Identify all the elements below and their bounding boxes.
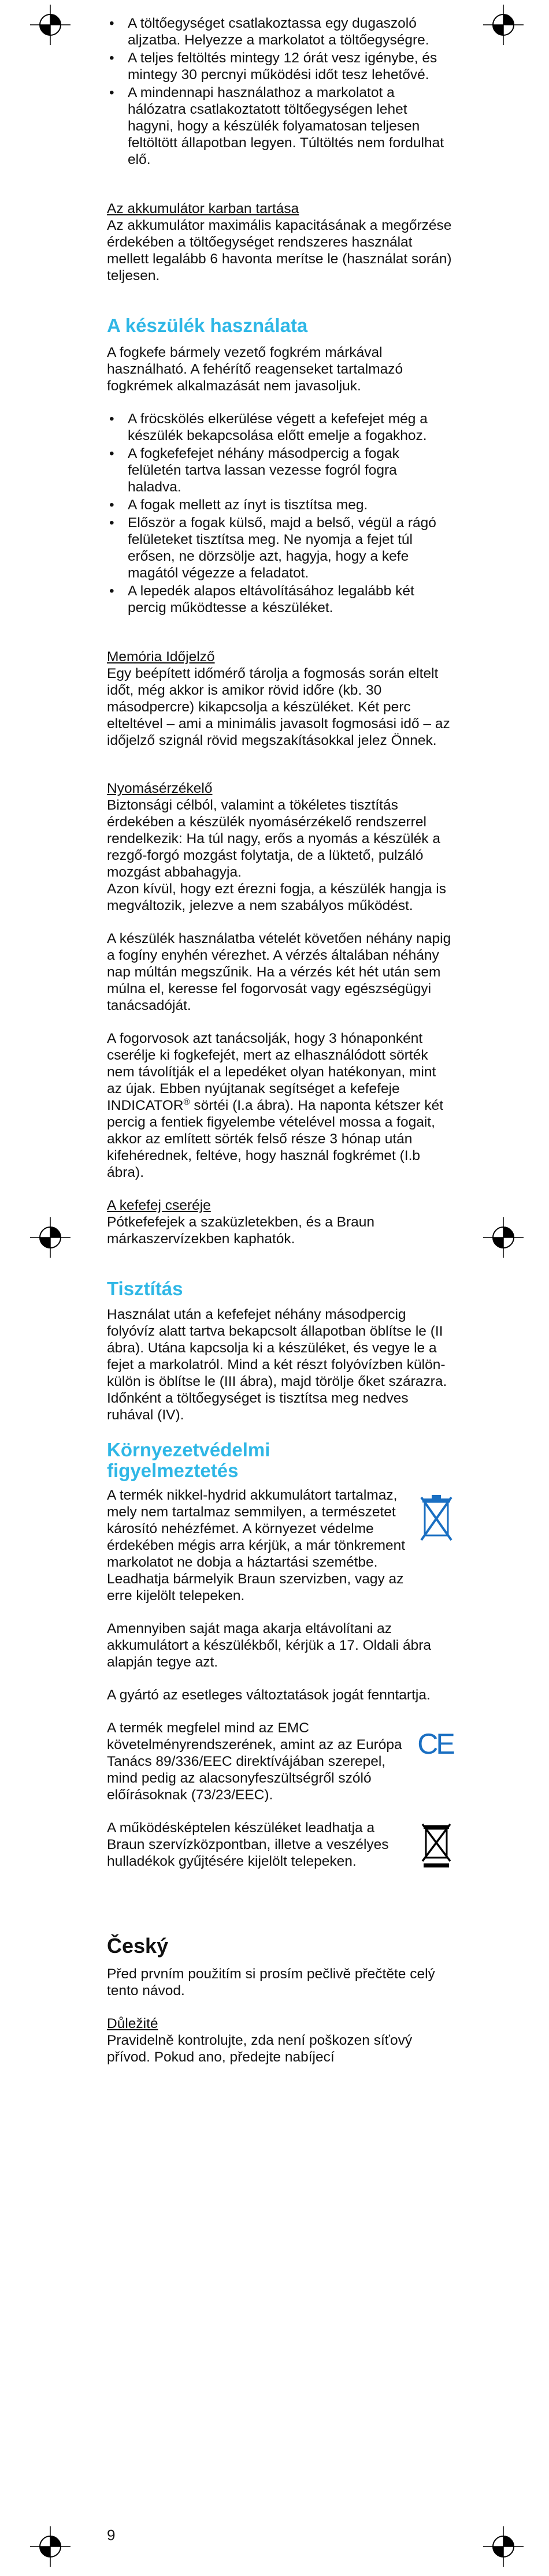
usage-heading: A készülék használata (107, 315, 308, 336)
registration-mark-icon (483, 2526, 524, 2567)
replace-subheading: A kefefej cseréje (107, 1198, 211, 1213)
czech-text: Pravidelně kontrolujte, zda není poškozen síťový přívod. Pokud ano, předejte nabíjecí (107, 2033, 413, 2065)
page-number: 9 (107, 2526, 116, 2544)
czech-subheading: Důležité (107, 2016, 158, 2031)
registration-mark-icon (483, 1217, 524, 1258)
gum-bleeding-text: A készülék használatba vételét követően néhány napig a fogíny enyhén vérezhet. A vérzés általában néhány nap múltán megszűnik. Ha a vérzés két hét után sem múlna el, keresse fel fogorvosát vagy egészségügyi tanácsadóját. (107, 931, 451, 1013)
crossed-bin-icon (419, 1492, 454, 1550)
usage-intro: A fogkefe bármely vezető fogkrém márkával használható. A fehérítő reagenseket tartalmazó fogkrémek alkalmazását nem javasoljuk. (107, 345, 403, 394)
replace-text: Pótkefefejek a szaküzletekben, és a Braun márkaszervízekben kaphatók. (107, 1214, 375, 1247)
ce-mark-icon: CE (417, 1728, 453, 1760)
list-item: • A fogak mellett az ínyt is tisztítsa meg. (107, 497, 454, 513)
disposal-block (107, 1820, 454, 1870)
dentist-advice-text: A fogorvosok azt tanácsolják, hogy 3 hónaponként cserélje ki fogkefejét, mert az elhasználódott sörték nem távolítják el a lepedéket olyan hatékonyan, mint az újak. Ebben nyújtanak segítséget a kefefeje INDICATOR® sörtéi (I.a ábra). Ha naponta kétszer két percig a fentiek figyelembe vételével mossa a fogait, akkor az említett sörték felső része 3 hónap után kifehérednek, feltéve, hogy használ fogkrémet (I.b ábra). (107, 1031, 444, 1180)
emc-block (107, 1720, 454, 1803)
environment-battery-block (107, 1487, 454, 1604)
emc-text: A termék megfelel mind az EMC követelményrendszerének, amint az az Európa Tanács 89/336/EEC direktívájában szerepel, mind pedig az alacsonyfeszültségről szóló előírásoknak (73/23/EEC). (107, 1720, 402, 1803)
intro-bullet-list (107, 15, 454, 168)
czech-intro: Před prvním použitím si prosím pečlivě přečtěte celý tento návod. (107, 1966, 435, 1999)
registration-mark-icon (30, 1217, 71, 1258)
cleaning-text: Használat után a kefefejet néhány másodpercig folyóvíz alatt tartva bekapcsolt állapotban öblítse le (II ábra). Utána kapcsolja ki a készüléket, és vegye le a fejet a markolatról. Mind a két részt folyóvízben külön-külön is öblítse le (III ábra), majd törölje őket szárazra. (107, 1307, 447, 1389)
list-item: • A fröcskölés elkerülése végett a kefefejet még a készülék bekapcsolása előtt emelje a fogakhoz. (107, 411, 454, 444)
registration-mark-icon (483, 5, 524, 45)
pressure-text: Biztonsági célból, valamint a tökéletes tisztítás érdekében a készülék nyomásérzékelő rendszerrel rendelkezik: Ha túl nagy, erős a nyomás a készülék a rezgő-forgó mozgást folytatja, de a lüktető, pulzáló mozgást abbahagyja. (107, 797, 440, 880)
environment-text: A termék nikkel-hydrid akkumulátort tartalmaz, mely nem tartalmaz semmilyen, a természetet károsító nehézfémet. A környezet védelme érdekében mégis arra kérjük, a már tönkrement markolatot ne dobja a háztartási szemétbe. Leadhatja bármelyik Braun szervizben, vagy az erre kijelölt telepeken. (107, 1488, 406, 1604)
maintenance-text: Az akkumulátor maximális kapacitásának a megőrzése érdekében a töltőegységet rendszeres használat mellett legalább 6 havonta merítse le (használat során) teljesen. (107, 218, 452, 284)
list-item: • A fogkefefejet néhány másodpercig a fogak felületén tartva lassan vezesse fogról fogra haladva. (107, 445, 454, 495)
cleaning-heading: Tisztítás (107, 1278, 183, 1299)
timer-subheading: Memória Időjelző (107, 649, 215, 665)
list-item: • A mindennapi használathoz a markolatot a hálózatra csatlakoztatott töltőegységen lehet hagyni, hogy a készülék folyamatosan teljesen feltöltött állapotban legyen. Túltöltés nem fordulhat elő. (107, 84, 454, 168)
list-item: • A töltőegységet csatlakoztassa egy dugaszoló aljzatba. Helyezze a markolatot a töltőegységre. (107, 15, 454, 49)
list-item: • A lepedék alapos eltávolításához legalább két percig működtesse a készüléket. (107, 583, 454, 616)
cleaning-text-2: Időnként a töltőegységet is tisztítsa meg nedves ruhával (IV). (107, 1390, 409, 1423)
czech-heading: Český (107, 1934, 169, 1958)
crossed-bin-icon (419, 1820, 454, 1872)
registration-mark-icon (30, 5, 71, 45)
list-item: • A teljes feltöltés mintegy 12 órát vesz igénybe, és mintegy 30 percnyi működési időt tesz lehetővé. (107, 50, 454, 83)
disposal-text: A működésképtelen készüléket leadhatja a Braun szervízközpontban, illetve a veszélyes hulladékok gyűjtésére kijelölt telepeken. (107, 1820, 389, 1869)
pressure-text-2: Azon kívül, hogy ezt érezni fogja, a készülék hangja is megváltozik, jelezve a nem szabályos működést. (107, 881, 446, 914)
timer-text: Egy beépített időmérő tárolja a fogmosás során eltelt időt, még akkor is amikor rövid időre (kb. 30 másodpercre) kikapcsolja a készüléket. Két perc elteltével – ami a minimális javasolt fogmosási idő – az időjelző szignál rövid megszakításokkal jelez Önnek. (107, 666, 450, 748)
content-column (107, 15, 454, 2066)
pressure-subheading: Nyomásérzékelő (107, 781, 213, 796)
list-item: • Először a fogak külső, majd a belső, végül a rágó felületeket tisztítsa meg. Ne nyomja a fejet túl erősen, ne dörzsölje azt, hagyja, hogy a kefe magától végezze a feladatot. (107, 515, 454, 581)
usage-bullet-list (107, 411, 454, 616)
maintenance-subheading: Az akkumulátor karban tartása (107, 201, 299, 217)
manufacturer-rights-text: A gyártó az esetleges változtatások jogát fenntartja. (107, 1687, 431, 1703)
registration-mark-icon (30, 2526, 71, 2567)
battery-removal-text: Amennyiben saját maga akarja eltávolítani az akkumulátort a készülékből, kérjük a 17. Oldali ábra alapján tegye azt. (107, 1621, 432, 1670)
environment-heading: Környezetvédelmi figyelmeztetés (107, 1439, 270, 1481)
